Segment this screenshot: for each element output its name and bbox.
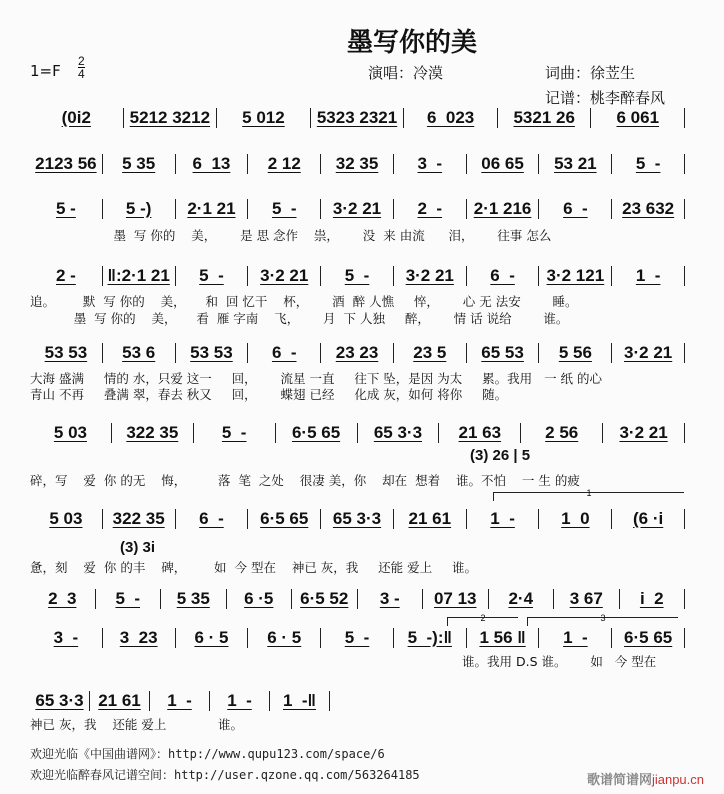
measure: 23 632	[612, 199, 685, 219]
measure: i 2	[620, 589, 686, 609]
measure: 2·1 216	[467, 199, 540, 219]
measure: 23 23	[321, 343, 394, 363]
measure: 2123 56	[30, 154, 103, 174]
measure: 322 35	[103, 509, 176, 529]
measure: 6 ·5	[227, 589, 293, 609]
measure: 2 12	[248, 154, 321, 174]
measure: 5 -	[194, 423, 276, 443]
measure: 65 3·3	[321, 509, 394, 529]
song-title: 墨写你的美	[346, 28, 477, 58]
notation-row	[30, 422, 685, 444]
measure: 6·5 65	[612, 628, 685, 648]
measure: 1 -	[467, 509, 540, 529]
measure: 1 -	[539, 628, 612, 648]
measure: 3 -	[30, 628, 103, 648]
lyrics-line: 青山 不再 叠满 翠，春去 秋又 回， 蝶翅 已经 化成 灰，如何 将你 随。	[30, 387, 508, 402]
lyrics-line: 惫，刻 爱 你 的丰 碑， 如 今 型在 神已 灰，我 还能 爱上 谁。	[30, 560, 478, 575]
notation-row	[30, 588, 685, 610]
measure: 5 012	[217, 108, 311, 128]
notation-row	[30, 153, 685, 175]
lyrics-line: 墨 写 你的 美， 看 雁 字南 飞， 月 下 人独 醉， 情 话 说给 谁。	[30, 311, 569, 326]
measure: 2 -	[394, 199, 467, 219]
measure: 6 -	[539, 199, 612, 219]
measure: 5 -)	[103, 199, 176, 219]
measure: 6 -	[467, 266, 540, 286]
measure: 6·5 65	[248, 509, 321, 529]
notation-row	[30, 265, 685, 287]
measure: 53 53	[30, 343, 103, 363]
lyrics-line: 追。 默 写 你的 美， 和 回 忆干 杯， 酒 醉 人憔 悴， 心 无 法安 睡。	[30, 294, 578, 309]
measure: 5 -	[96, 589, 162, 609]
lyrics-line: 神已 灰，我 还能 爱上 谁。	[30, 717, 243, 732]
measure: 2·4	[489, 589, 555, 609]
measure: 1 -	[150, 691, 210, 711]
measure: 21 61	[394, 509, 467, 529]
measure: 3·2 21	[612, 343, 685, 363]
watermark: 歌谱简谱网jianpu.cn	[586, 772, 704, 787]
measure: 21 63	[439, 423, 521, 443]
measure: 6 · 5	[248, 628, 321, 648]
measure: 2 -	[30, 266, 103, 286]
lyrics-line: 碎，写 爱 你 的无 悔， 落 笔 之处 很凄 美，你 却在 想着 谁。不怕 一 生 的疲	[30, 473, 580, 488]
measure: 07 13	[423, 589, 489, 609]
measure: 2 3	[30, 589, 96, 609]
time-signature: 2 4	[78, 54, 85, 81]
measure: 6 13	[176, 154, 249, 174]
lyricist-composer: 词曲：徐苙生	[545, 64, 636, 82]
measure: 5 -	[176, 266, 249, 286]
measure: 5 -	[30, 199, 103, 219]
measure: 5 03	[30, 509, 103, 529]
lyrics-line: 墨 写 你的 美， 是 思 念作 祟， 没 来 由流 泪， 往事 怎么	[30, 228, 552, 243]
measure: 5 -	[612, 154, 685, 174]
notation-row	[30, 508, 685, 530]
measure: 3 -	[394, 154, 467, 174]
measure: 65 3·3	[358, 423, 440, 443]
measure: 5321 26	[498, 108, 592, 128]
volta-1: 1	[493, 492, 684, 501]
notation-row	[30, 107, 685, 129]
measure: ‖:2·1 21	[103, 266, 176, 286]
measure: 1 -	[612, 266, 685, 286]
notation-row	[30, 198, 685, 220]
measure: (6 ·i	[612, 509, 685, 529]
measure: 23 5	[394, 343, 467, 363]
measure: 5 -):‖	[394, 628, 467, 648]
measure: 53 53	[176, 343, 249, 363]
volta-3: 3	[527, 617, 678, 626]
measure: 2·1 21	[176, 199, 249, 219]
lyrics-line: 大海 盛满 情的 水，只爱 这一 回， 流星 一直 往下 坠，是因 为太 累。我用 一 纸 的心	[30, 371, 603, 386]
measure: 1 56 ‖	[467, 628, 540, 648]
measure: 6·5 65	[276, 423, 358, 443]
measure: 5 03	[30, 423, 112, 443]
measure: 53 6	[103, 343, 176, 363]
measure: 5 35	[161, 589, 227, 609]
measure: 5 56	[539, 343, 612, 363]
key-signature: 1=F	[30, 62, 61, 80]
measure: 6 · 5	[176, 628, 249, 648]
measure: 6 023	[404, 108, 498, 128]
measure: 6·5 52	[292, 589, 358, 609]
measure: 65 3·3	[30, 691, 90, 711]
measure: 65 53	[467, 343, 540, 363]
measure: 3·2 21	[603, 423, 685, 443]
measure: 3 23	[103, 628, 176, 648]
volta-2: 2	[447, 617, 518, 626]
measure: 5 -	[321, 628, 394, 648]
measure: 3·2 21	[321, 199, 394, 219]
measure: 3·2 121	[539, 266, 612, 286]
lyrics-line: 谁。我用 D.S 谁。 如 今 型在	[462, 654, 657, 669]
measure: 6 -	[248, 343, 321, 363]
measure: 5323 2321	[311, 108, 405, 128]
notation-row	[30, 627, 685, 649]
measure: 53 21	[539, 154, 612, 174]
measure: 1 0	[539, 509, 612, 529]
measure: 3 -	[358, 589, 424, 609]
measure: 3·2 21	[394, 266, 467, 286]
footer-link[interactable]: 欢迎光临醉春风记谱空间：http://user.qzone.qq.com/563264185	[30, 768, 420, 782]
measure: 6 -	[176, 509, 249, 529]
singer: 演唱：冷漠	[368, 64, 444, 82]
measure: 21 61	[90, 691, 150, 711]
measure: 6 061	[591, 108, 685, 128]
footer-link[interactable]: 欢迎光临《中国曲谱网》：http://www.qupu123.com/space/6	[30, 747, 385, 761]
measure: 06 65	[467, 154, 540, 174]
measure: 322 35	[112, 423, 194, 443]
alternate-ending: (3) 26 | 5	[470, 447, 531, 464]
transcriber: 记谱：桃李醉春风	[545, 89, 666, 107]
alternate-ending: (3) 3i	[120, 539, 156, 556]
notation-row	[30, 690, 330, 712]
measure: 5 -	[321, 266, 394, 286]
measure: 5 35	[103, 154, 176, 174]
measure: 5212 3212	[124, 108, 218, 128]
measure: 1 -	[210, 691, 270, 711]
measure: 5 -	[248, 199, 321, 219]
measure: 3·2 21	[248, 266, 321, 286]
measure: 32 35	[321, 154, 394, 174]
notation-row	[30, 342, 685, 364]
measure: (0i2	[30, 108, 124, 128]
measure: 3 67	[554, 589, 620, 609]
measure: 1 -‖	[270, 691, 330, 711]
measure: 2 56	[521, 423, 603, 443]
